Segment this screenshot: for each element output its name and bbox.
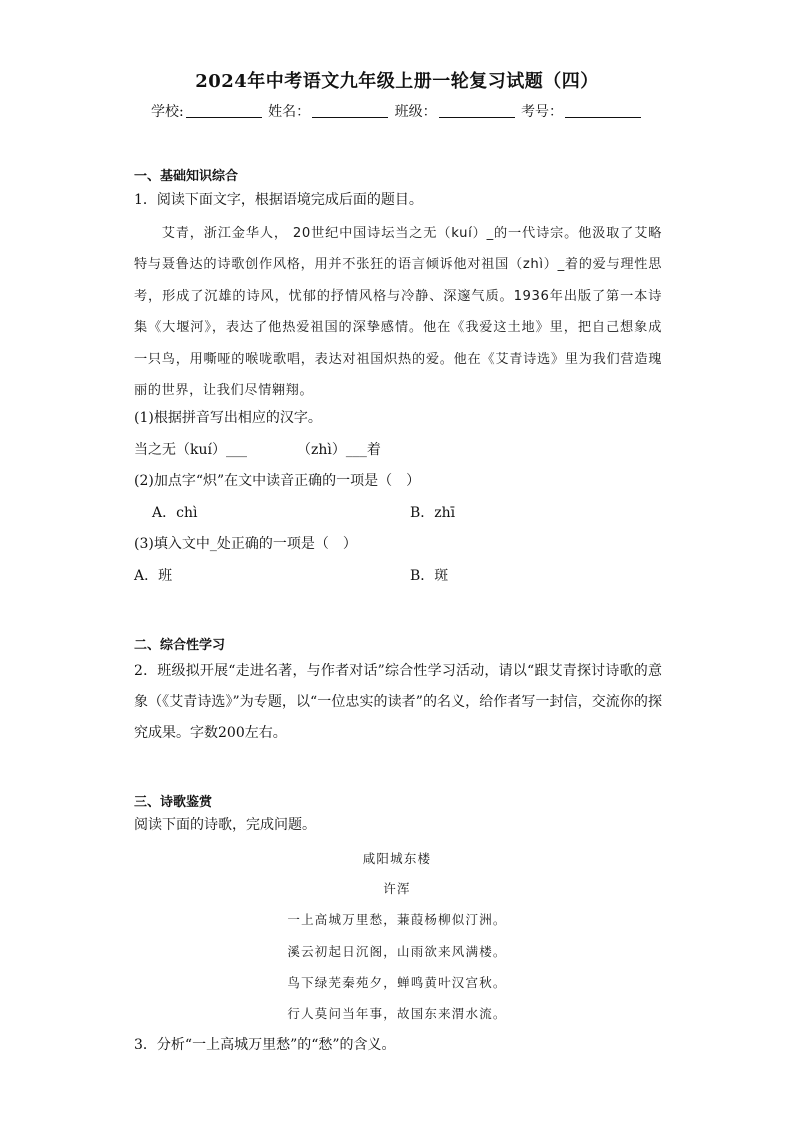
section-heading-comprehensive-study: 二、综合性学习 (134, 638, 226, 653)
page-title: 2024年中考语文九年级上册一轮复习试题（四） (195, 71, 599, 92)
subquestion-3-option-a[interactable]: A．班 (134, 568, 173, 584)
subquestion-3: (3)填入文中_处正确的一项是（ ） (134, 536, 357, 552)
poetry-intro: 阅读下面的诗歌，完成问题。 (134, 817, 316, 833)
section-heading-basic-knowledge: 一、基础知识综合 (134, 169, 239, 184)
poem-line: 一上高城万里愁，蒹葭杨柳似汀洲。 (287, 912, 507, 927)
poem-line: 鸟下绿芜秦苑夕，蝉鸣黄叶汉宫秋。 (287, 975, 507, 990)
section-heading-poetry-appreciation: 三、诗歌鉴赏 (134, 795, 213, 810)
poem-line: 溪云初起日沉阁，山雨欲来风满楼。 (287, 944, 507, 959)
subquestion-3-option-b[interactable]: B．斑 (410, 568, 449, 584)
poem-author: 许浑 (383, 881, 411, 896)
subquestion-2-option-b[interactable]: B．zhī (410, 505, 456, 521)
school-blank[interactable] (186, 103, 262, 118)
poem-line: 行人莫问当年事，故国东来渭水流。 (287, 1006, 507, 1021)
exam-number-label: 考号： (521, 104, 564, 120)
poem-title: 咸阳城东楼 (362, 851, 432, 866)
blank-zhi: （zhì）___着 (296, 442, 381, 458)
subquestion-2-option-a[interactable]: A．chì (152, 505, 198, 521)
subquestion-1: (1)根据拼音写出相应的汉字。 (134, 410, 322, 426)
exam-number-blank[interactable] (565, 103, 641, 118)
school-label: 学校: (150, 104, 184, 120)
reading-passage: 艾青，浙江金华人， 20世纪中国诗坛当之无（kuí）_的一代诗宗。他汲取了艾略特与聂鲁达的诗歌创作风格，用并不张狂的语言倾诉他对祖国（zhì）_着的爱与理性思考，形成了沉雄的诗风，忧郁的抒情风格与冷静、深邃气质。1936年出版了第一本诗集《大堰河》，表达了他热爱祖国的深挚感情。他在《我爱这土地》里，把自己想象成一只鸟，用嘶哑的喉咙歌唱，表达对祖国炽热的爱。他在《艾青诗选》里为我们营造瑰丽的世界，让我们尽情翱翔。 (134, 226, 662, 399)
blank-kui: 当之无（kuí）___ (134, 442, 247, 458)
question-2: 2．班级拟开展“走进名著，与作者对话”综合性学习活动，请以“跟艾青探讨诗歌的意象（《艾青诗选》”为专题，以“一位忠实的读者”的名义，给作者写一封信，交流你的探究成果。字数200左右。 (134, 663, 662, 741)
class-blank[interactable] (439, 103, 515, 118)
name-label: 姓名： (268, 104, 311, 120)
question-3: 3．分析“一上高城万里愁”的“愁”的含义。 (134, 1037, 396, 1053)
name-blank[interactable] (312, 103, 388, 118)
class-label: 班级： (394, 104, 437, 120)
subquestion-2: (2)加点字“炽”在文中读音正确的一项是（ ） (134, 473, 421, 489)
student-info-row (0, 102, 794, 122)
subquestion-1-blanks (134, 440, 381, 460)
question-1-stem: 1．阅读下面文字，根据语境完成后面的题目。 (134, 192, 423, 208)
